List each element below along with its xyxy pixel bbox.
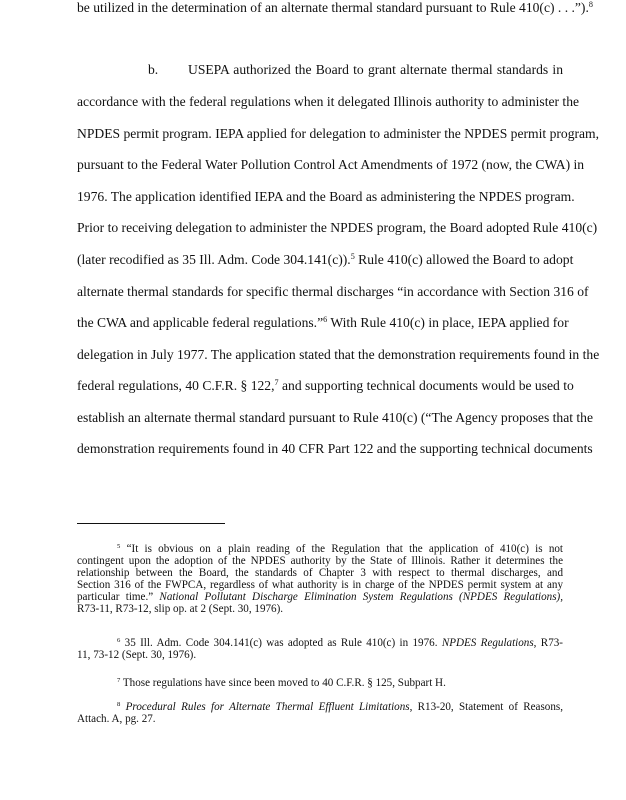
footnote-5-line — [77, 567, 563, 579]
footnote-6-line — [117, 637, 563, 649]
body-line — [77, 378, 574, 394]
footnote-ref: 7 — [274, 378, 279, 388]
text-run: pursuant to the Federal Water Pollution Control Act Amendments of 1972 (now, the CWA) in — [77, 157, 585, 172]
footnote-5-line — [77, 591, 563, 603]
footnote-5-line — [77, 579, 563, 591]
body-line — [77, 220, 598, 236]
footnote-ref: 5 — [117, 543, 121, 551]
footnote-5-line — [77, 555, 563, 567]
body-line — [77, 252, 574, 268]
footnote-7-line — [117, 677, 563, 689]
body-line — [77, 441, 593, 457]
text-run: NPDES Regulations — [441, 637, 534, 649]
text-run: USEPA authorized the Board to grant alternate thermal standards in — [188, 62, 563, 77]
footnote-8-line — [117, 701, 563, 713]
footnote-ref: 8 — [588, 0, 593, 10]
footnote-ref: 7 — [117, 677, 121, 685]
body-line — [77, 284, 589, 300]
footnote-5-line — [117, 543, 563, 555]
footnote-5-line — [77, 603, 563, 615]
text-run: particular time.” — [77, 591, 160, 603]
text-run: relationship between the Board, the standards of Chapter 3 with respect to thermal discharges, and — [77, 567, 563, 579]
body-line — [77, 315, 569, 331]
text-run: the CWA and applicable federal regulations.” — [77, 315, 324, 330]
footnote-ref: 6 — [323, 315, 328, 325]
text-run: delegation in July 1977. The application stated that the demonstration requirements found in the — [77, 347, 600, 362]
footnote-ref: 6 — [117, 637, 121, 645]
text-run: and supporting technical documents would be used to — [278, 378, 574, 393]
text-run: contingent upon the adoption of the NPDES authority by the State of Illinois. Rather it determines the — [77, 555, 563, 567]
text-run: alternate thermal standards for specific thermal discharges “in accordance with Section 316 of — [77, 284, 589, 299]
footnote-6-line — [77, 649, 563, 661]
body-line — [77, 126, 600, 142]
paragraph-label: b. — [148, 62, 159, 77]
text-run: Procedural Rules for Alternate Thermal Effluent Limitations — [125, 701, 410, 713]
footnote-separator — [77, 523, 225, 524]
text-run: federal regulations, 40 C.F.R. § 122, — [77, 378, 275, 393]
text-run: , R13-20, Statement of Reasons, — [409, 701, 563, 713]
text-run: Those regulations have since been moved to 40 C.F.R. § 125, Subpart H. — [120, 677, 446, 689]
text-run: establish an alternate thermal standard pursuant to Rule 410(c) (“The Agency proposes that the — [77, 410, 594, 425]
text-run: Rule 410(c) allowed the Board to adopt — [354, 252, 574, 267]
footnote-8-line — [77, 713, 563, 725]
body-line — [77, 94, 580, 110]
body-line — [77, 0, 593, 16]
text-run: NPDES permit program. IEPA applied for delegation to administer the NPDES permit program, — [77, 126, 600, 141]
text-run: accordance with the federal regulations when it delegated Illinois authority to administer the — [77, 94, 580, 109]
text-run: , R73- — [533, 637, 563, 649]
text-run: 1976. The application identified IEPA and the Board as administering the NPDES program. — [77, 189, 575, 204]
text-run: R73-11, R73-12, slip op. at 2 (Sept. 30, 1976). — [77, 603, 284, 615]
text-run: With Rule 410(c) in place, IEPA applied for — [327, 315, 569, 330]
text-run: Attach. A, pg. 27. — [77, 713, 156, 725]
text-run: demonstration requirements found in 40 CFR Part 122 and the supporting technical documents — [77, 441, 593, 456]
text-run: National Pollutant Discharge Elimination System Regulations (NPDES Regulations), — [159, 591, 563, 603]
body-line — [77, 157, 585, 173]
footnote-ref: 5 — [350, 252, 355, 262]
body-line — [188, 62, 563, 78]
body-line — [77, 347, 600, 363]
text-run: Section 316 of the FWPCA, regardless of what authority is in charge of the NPDES permit system at any — [77, 579, 563, 591]
text-run: “It is obvious on a plain reading of the Regulation that the application of 410(c) is not — [120, 543, 563, 555]
text-run: Prior to receiving delegation to administer the NPDES program, the Board adopted Rule 410(c) — [77, 220, 598, 235]
text-run: 11, 73-12 (Sept. 30, 1976). — [77, 649, 197, 661]
body-line — [77, 410, 594, 426]
body-line — [77, 189, 575, 205]
text-run: 35 Ill. Adm. Code 304.141(c) was adopted as Rule 410(c) in 1976. — [120, 637, 442, 649]
text-run: (later recodified as 35 Ill. Adm. Code 304.141(c)). — [77, 252, 351, 267]
text-run: be utilized in the determination of an alternate thermal standard pursuant to Rule 410(c) . . .”). — [77, 0, 589, 15]
footnote-ref: 8 — [117, 701, 121, 709]
